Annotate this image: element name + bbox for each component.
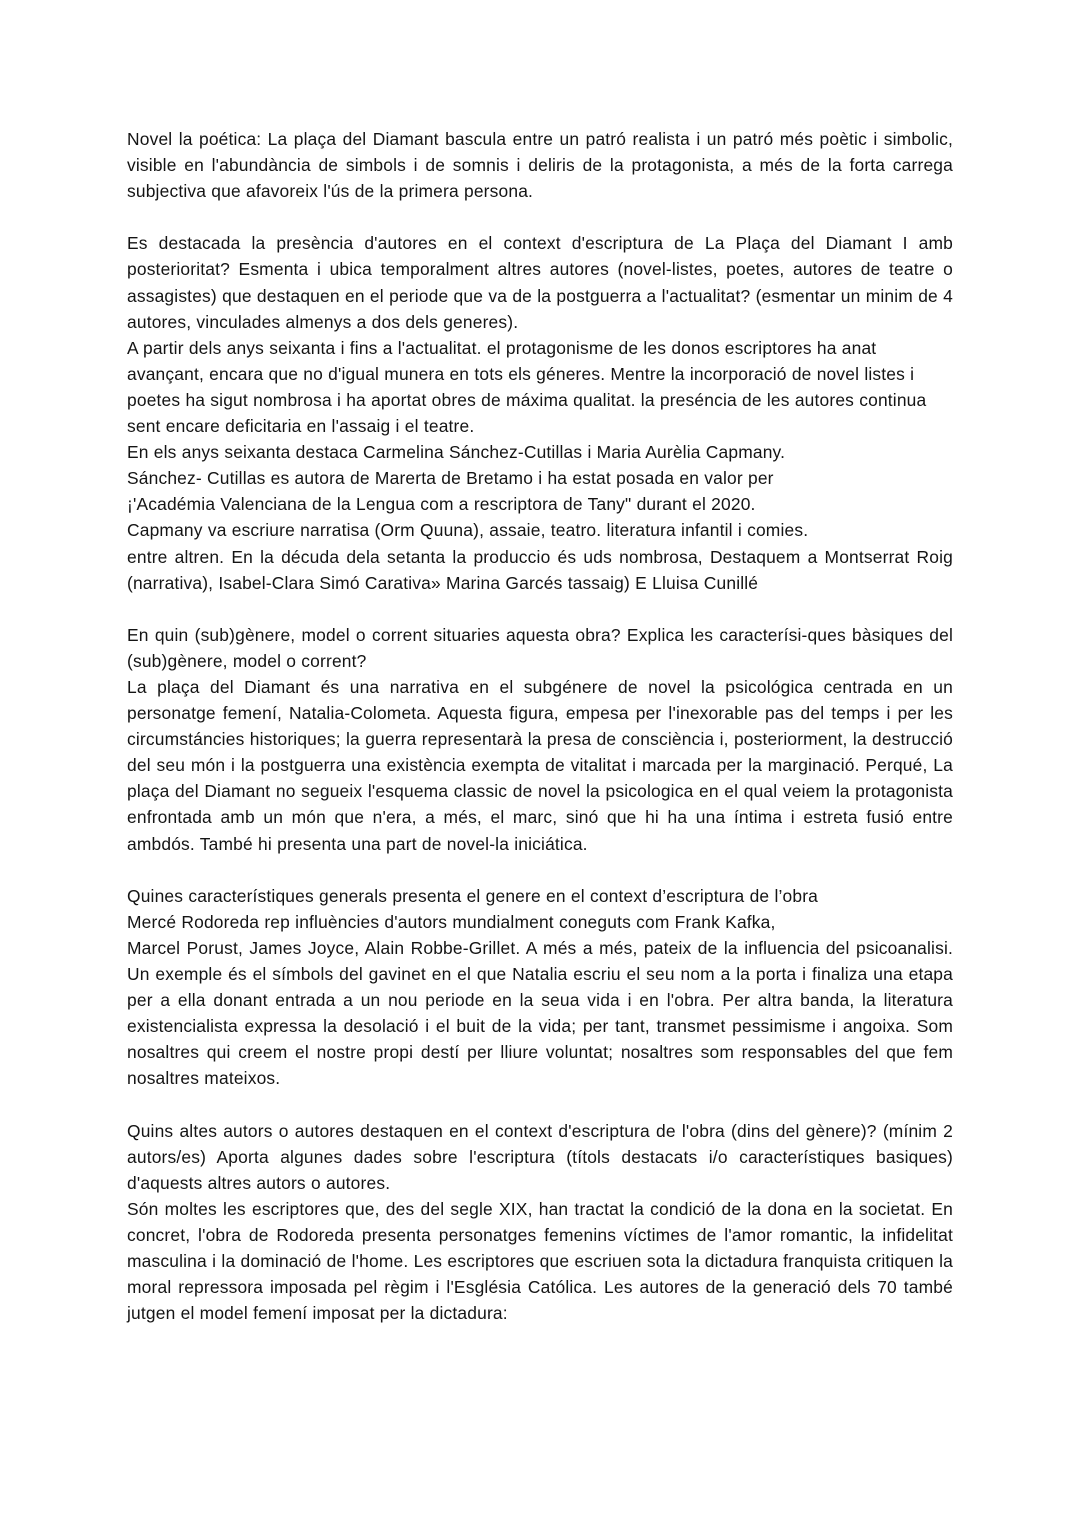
paragraph-gap [127, 204, 953, 230]
answer-escriptores-segle-xix: Són moltes les escriptores que, des del segle XIX, han tractat la condició de la dona en la societat. En concret, l'obra de Rodoreda presenta personatges femenins víctimes de l'amor romantic, la infidelitat masculina i la dominació de l'home. Les escriptores que escriuen sota la dictadura franquista critiquen la moral repressora imposada pel règim i l'Església Católica. Les autores de la generació dels 70 també jutgen el model femení imposat per la dictadura: [127, 1198, 953, 1324]
question-altres-autors-destacats: Quins altes autors o autores destaquen en el context d'escriptura de l'obra (dins del gènere)? (mínim 2 autors/es) Aporta algunes dades sobre l'escriptura (títols destacats i/o característiques basiques) d'aquests altres autors o autores. [127, 1120, 953, 1193]
line-academia-valenciana: ¡'Académia Valenciana de la Lengua com a rescriptora de Tany" durant el 2020. [127, 494, 756, 515]
answer-la-placa-del-diamant-subgenere: La plaça del Diamant és una narrativa en el subgénere de novel la psicológica centrada en un personatge femení, Natalia-Colometa. Aquesta figura, empesa per l'inexorable pas del temps i per les circumstáncies historiques; la guerra representarà la presa de consciència i, posteriorment, la destrucció del seu món i la postguerra una existència exempta de vitalitat i marcada per la marginació. Perqué, La plaça del Diamant no segueix l'esquema classic de novel la psicologica en el qual veiem la protagonista enfrontada amb un món que n'era, a més, el marc, sinó que hi ha una íntima i estreta fusió entre ambdós. També hi presenta una part de novel-la iniciática. [127, 676, 953, 854]
paragraph-gap [127, 596, 953, 622]
paragraph-novel-la-poetica: Novel la poética: La plaça del Diamant bascula entre un patró realista i un patró més poètic i simbolic, visible en l'abundància de simbols i de somnis i deliris de la protagonista, a més de la forta carrega subjectiva que afavoreix l'ús de la primera persona. [127, 129, 953, 202]
paragraph-gap [127, 857, 953, 883]
answer-influencies-existencialisme: Marcel Porust, James Joyce, Alain Robbe-Grillet. A més a més, pateix de la influencia del psicoanalisi. Un exemple és el símbols del gavinet en el que Natalia escriu el seu nom a la porta i finaliza una etapa per a ella donant entrada a un nou periode en la seua vida i en l'obra. Per altra banda, la literatura existencialista expressa la desolació i el buit de la vida; per tant, transmet pessimisme i angoixa. Som nosaltres qui creem el nostre propi destí per lliure voluntat; nosaltres som responsables del que fem nosaltres mateixos. [127, 937, 953, 1089]
line-capmany-obres: Capmany va escriure narratisa (Orm Quuna), assaie, teatro. literatura infantil i comies. [127, 520, 809, 541]
question-subgenere-model-corrent: En quin (sub)gènere, model o corrent situaries aquesta obra? Explica les caracterísi-ques bàsiques del (sub)gènere, model o corrent? [127, 624, 953, 671]
answer-a-partir-dels-anys-seixanta: A partir dels anys seixanta i fins a l'actualitat. el protagonisme de les donos escriptores ha anat avançant, encara que no d'igual munera en tots els géneres. Mentre la incorporació de novel listes i poetes ha sigut nombrosa i ha aportat obres de máxima qualitat. la preséncia de les autores continua sent encare deficitaria en l'assaig i el teatre. [127, 337, 927, 437]
paragraph-decada-setanta: entre altren. En la décuda dela setanta la produccio és uds nombrosa, Destaquem a Montserrat Roig (narrativa), Isabel-Clara Simó Carativa» Marina Garcés tassaig) E Lluisa Cunillé [127, 546, 953, 593]
paragraph-gap [127, 1091, 953, 1117]
question-presencia-autores: Es destacada la presència d'autores en el context d'escriptura de La Plaça del Diamant I amb posterioritat? Esmenta i ubica temporalment altres autores (novel-listes, poetes, autores de teatre o assagistes) que destaquen en el periode que va de la postguerra a l'actualitat? (esmentar un minim de 4 autores, vinculades almenys a dos dels generes). [127, 233, 953, 332]
line-merce-rodoreda-influencies: Mercé Rodoreda rep influències d'autors mundialment coneguts com Frank Kafka, [127, 911, 776, 932]
question-caracteristiques-generals-genere: Quines característiques generals presenta el genere en el context d’escriptura de l’obra [127, 885, 819, 906]
line-anys-seixanta-destaca: En els anys seixanta destaca Carmelina Sánchez-Cutillas i Maria Aurèlia Capmany. [127, 442, 786, 463]
line-sanchez-cutillas: Sánchez- Cutillas es autora de Marerta de Bretamo i ha estat posada en valor per [127, 468, 774, 489]
document-text-column [127, 126, 953, 1326]
